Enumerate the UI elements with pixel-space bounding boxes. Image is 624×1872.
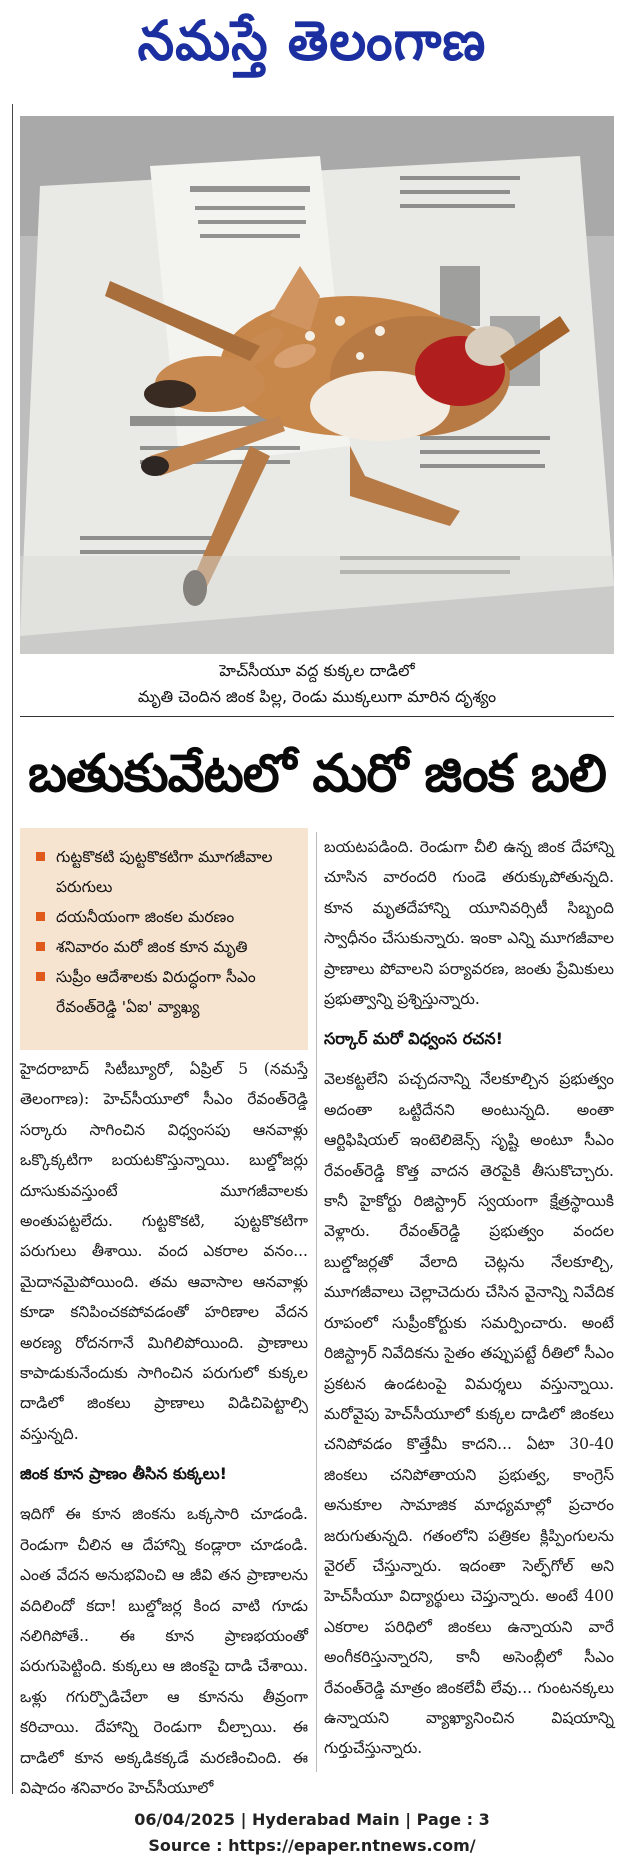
article-paragraph: వెలకట్టలేని పచ్చదనాన్ని నేలకూల్చిన ప్రభుత్వం అదంతా ఒట్టిదేనని అంటున్నది. అంతా ఆర్టిఫిషియల్ ఇంటెలిజెన్స్ సృష్టి అంటూ సీఎం రేవంత్‌రెడ్డి కొత్త వాదన తెరపైకి తీసుకొచ్చారు. కానీ హైకోర్టు రిజిస్ట్రార్ స్వయంగా క్షేత్రస్థాయికి వెళ్లారు. రేవంత్‌రెడ్డి ప్రభుత్వం వందల బుల్డోజర్లతో వేలాది చెట్లను నేలకూల్చి, మూగజీవాలు చెల్లాచెదురు చేసిన వైనాన్ని నివేదిక రూపంలో సుప్రీంకోర్టుకు సమర్పించారు. అంటే రిజిస్ట్రార్ నివేదికను సైతం తప్పుపట్టే రీతిలో సీఎం ప్రకటన ఉండటంపై విమర్శలు వస్తున్నాయి. మరోవైపు హెచ్‌సీయూలో కుక్కల దాడిలో జింకలు చనిపోవడం కొత్తేమీ కాదని... ఏటా 30-40 జింకలు చనిపోతాయని ప్రభుత్వ, కాంగ్రెస్ అనుకూల సామాజిక మాధ్యమాల్లో ప్రచారం జరుగుతున్నది. గతంలోని పత్రికల క్లిప్పింగులను వైరల్ చేస్తున్నారు. ఇదంతా సెల్ఫ్‌గోల్ అని హెచ్‌సీయూ విద్యార్థులు చెప్తున్నారు. అంటే 400 ఎకరాల పరిధిలో జింకలు ఉన్నాయని వారే అంగీకరిస్తున్నారని, కానీ అసెంబ్లీలో సీఎం రేవంత్‌రెడ్డి మాత్రం జింకలేవీ లేవు... గుంటనక్కలు ఉన్నాయని వ్యాఖ్యానించిన విషయాన్ని గుర్తుచేస్తున్నారు. xyxy=(324,1070,614,1758)
highlight-text: గుట్టకొకటి పుట్టకొకటిగా మూగజీవాల పరుగులు xyxy=(56,848,273,896)
square-bullet-icon xyxy=(36,852,45,861)
article-paragraph: హైదరాబాద్ సిటీబ్యూరో, ఏప్రిల్ 5 (నమస్తే తెలంగాణ): హెచ్‌సీయూలో సీఎం రేవంత్‌రెడ్డి సర్కారు సాగించిన విధ్వంసపు ఆనవాళ్లు ఒక్కొక్కటిగా బయటకొస్తున్నాయి. బుల్డోజర్లు దూసుకువస్తుంటే మూగజీవాలకు అంతుపట్టలేదు. గుట్టకొకటి, పుట్టకొకటిగా పరుగులు తీశాయి. వంద ఎకరాల వనం... మైదానమైపోయింది. తమ ఆవాసాల ఆనవాళ్లు కూడా కనిపించకపోవడంతో హరిణాల వేదన అరణ్య రోదనగానే మిగిలిపోయింది. ప్రాణాలు కాపాడుకునేందుకు సాగించిన పరుగులో కుక్కల దాడిలో జింకలు ప్రాణాలు విడిచిపెట్టాల్సి వస్తున్నది. xyxy=(20,1060,308,1443)
highlight-item xyxy=(34,932,296,962)
news-photo xyxy=(20,116,614,654)
article-column-left xyxy=(20,1054,308,1803)
masthead xyxy=(0,0,624,96)
highlight-text: సుప్రీం ఆదేశాలకు విరుద్ధంగా సీఎం రేవంత్‌రెడ్డి 'ఏఐ' వ్యాఖ్య xyxy=(56,968,256,1016)
column-divider xyxy=(316,832,317,1772)
highlight-text: దయనీయంగా జింకల మరణం xyxy=(56,908,235,926)
article-subhead: సర్కార్ మరో విధ్వంస రచన! xyxy=(324,1029,503,1049)
photo-caption xyxy=(20,658,614,710)
highlight-item xyxy=(34,962,296,1022)
square-bullet-icon xyxy=(36,942,45,951)
caption-divider xyxy=(20,716,614,717)
highlight-item xyxy=(34,902,296,932)
article-headline: బతుకువేటలో మరో జింక బలి xyxy=(28,744,606,804)
footer-edition-info: 06/04/2025 | Hyderabad Main | Page : 3 xyxy=(134,1810,490,1829)
highlights-box xyxy=(20,828,308,1050)
article-subhead: జింక కూన ప్రాణం తీసిన కుక్కలు! xyxy=(20,1464,227,1484)
page-left-rule xyxy=(12,104,13,1794)
article-paragraph: ఇదిగో ఈ కూన జింకను ఒక్కసారి చూడండి. రెండుగా చీలిన ఆ దేహాన్ని కండ్లారా చూడండి. ఎంత వేదన అనుభవించి ఆ జీవి తన ప్రాణాలను వదిలిందో కదా! బుల్డోజర్ల కింద వాటి గూడు నలిగిపోతే.. ఈ కూన ప్రాణభయంతో పరుగుపెట్టింది. కుక్కలు ఆ జింకపై దాడి చేశాయి. ఒళ్లు గగుర్పొడిచేలా ఆ కూనను తీవ్రంగా కరిచాయి. దేహాన్ని రెండుగా చీల్చాయి. ఈ దాడిలో కూన అక్కడికక్కడే మరణించింది. ఈ విషాదం శనివారం హెచ్‌సీయూలో xyxy=(20,1505,308,1797)
article-paragraph: బయటపడింది. రెండుగా చీలి ఉన్న జింక దేహాన్ని చూసిన వారందరి గుండె తరుక్కుపోతున్నది. కూన మృతదేహాన్ని యూనివర్సిటీ సిబ్బంది స్వాధీనం చేసుకున్నారు. ఇంకా ఎన్ని మూగజీవాల ప్రాణాలు పోవాలని పర్యావరణ, జంతు ప్రేమికులు ప్రభుత్వాన్ని ప్రశ్నిస్తున్నారు. xyxy=(324,838,614,1009)
caption-line-2: మృతి చెందిన జింక పిల్ల, రెండు ముక్కలుగా మారిన దృశ్యం xyxy=(137,687,497,706)
square-bullet-icon xyxy=(36,912,45,921)
article-column-right xyxy=(324,832,614,1764)
square-bullet-icon xyxy=(36,972,45,981)
highlight-item xyxy=(34,842,296,902)
deer-photo-icon xyxy=(20,116,614,654)
newspaper-title: నమస్తే తెలంగాణ xyxy=(137,9,487,74)
highlight-text: శనివారం మరో జింక కూన మృతి xyxy=(56,938,248,956)
footer-source-link[interactable]: Source : https://epaper.ntnews.com/ xyxy=(148,1836,476,1855)
caption-line-1: హెచ్‌సీయూ వద్ద కుక్కల దాడిలో xyxy=(219,661,415,680)
